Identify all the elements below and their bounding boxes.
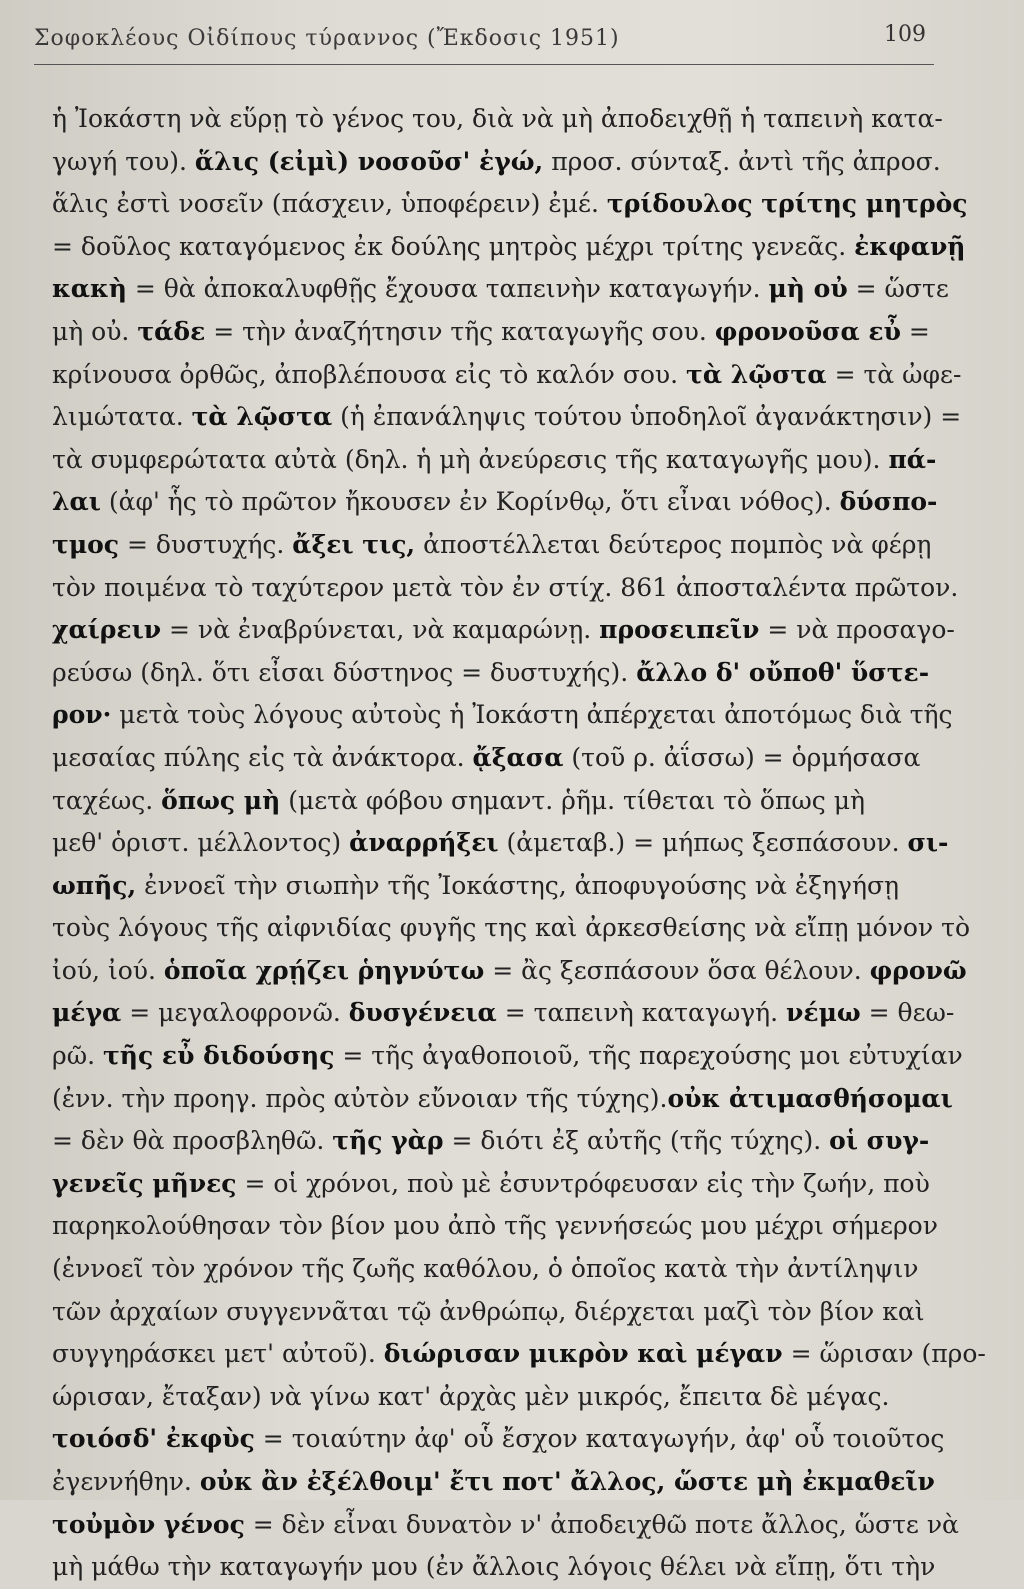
text-line	[52, 524, 936, 567]
text-line	[52, 1418, 945, 1461]
gloss-text: γωγή του).	[52, 146, 195, 176]
text-line	[52, 1546, 936, 1589]
lemma-term: τμος	[52, 529, 120, 559]
gloss-text: τὸν ποιμένα τὸ ταχύτερον μετὰ τὸν ἐν στίχ. 861 ἀποσταλέντα πρῶτον.	[52, 572, 959, 602]
gloss-text: = τῆς ἀγαθοποιοῦ, τῆς παρεχούσης μοι εὐτυχίαν	[334, 1041, 963, 1071]
text-line	[52, 396, 962, 439]
lemma-term: προσειπεῖν	[599, 615, 760, 645]
text-line	[52, 1461, 936, 1504]
gloss-text: (ἡ ἐπανάληψις τούτου ὑποδηλοῖ ἀγανάκτησιν) =	[332, 402, 962, 432]
lemma-term: τάδε	[137, 316, 206, 346]
gloss-text: μεθ' ὁριστ. μέλλοντος)	[52, 828, 350, 858]
lemma-term: κακὴ	[52, 274, 127, 304]
text-line	[52, 311, 936, 354]
gloss-text: = νὰ προσαγο-	[759, 615, 955, 645]
gloss-text: ἐννοεῖ τὴν σιωπὴν τῆς Ἰοκάστης, ἀποφυγούσης νὰ ἐξηγήσῃ	[136, 870, 899, 900]
gloss-text: ρεύσω (δηλ. ὅτι εἶσαι δύστηνος = δυστυχής).	[52, 657, 637, 687]
lemma-term: φρονοῦσα εὖ	[714, 316, 901, 346]
gloss-text: = δοῦλος καταγόμενος ἐκ δούλης μητρὸς μέχρι τρίτης γενεᾶς.	[52, 231, 855, 261]
lemma-term: ἅλις (εἰμὶ) νοσοῦσ' ἐγώ,	[194, 146, 544, 176]
lemma-term: δύσπο-	[839, 487, 938, 517]
text-line	[52, 1205, 936, 1248]
gloss-text: (ἐνν. τὴν προηγ. πρὸς αὐτὸν εὔνοιαν τῆς τύχης).	[52, 1083, 668, 1113]
lemma-term: δυσγένεια	[348, 998, 497, 1028]
gloss-text: ἅλις ἐστὶ νοσεῖν (πάσχειν, ὑποφέρειν) ἐμέ.	[52, 189, 607, 219]
text-line	[52, 1376, 936, 1419]
text-line	[52, 907, 971, 950]
page-number: 109	[884, 22, 926, 47]
gloss-text: = μεγαλοφρονῶ.	[121, 998, 349, 1028]
gloss-text: = δὲν εἶναι δυνατὸν ν' ἀποδειχθῶ ποτε ἄλλος, ὥστε νὰ	[244, 1509, 959, 1539]
text-line	[52, 1248, 936, 1291]
commentary-text	[52, 98, 986, 1589]
lemma-term: τὰ λῷστα	[191, 402, 333, 432]
gloss-text: μὴ μάθω τὴν καταγωγήν μου (ἐν ἄλλοις λόγοις θέλει νὰ εἴπῃ, ὅτι τὴν	[52, 1552, 936, 1582]
lemma-term: τῆς γὰρ	[332, 1126, 444, 1156]
gloss-text: (ἐννοεῖ τὸν χρόνον τῆς ζωῆς καθόλου, ὁ ὁποῖος κατὰ τὴν ἀντίληψιν	[52, 1254, 919, 1284]
lemma-term: ᾄξασα	[472, 742, 564, 772]
lemma-term: τοὐμὸν γένος	[52, 1509, 245, 1539]
running-title: Σοφοκλέους Οἰδίπους τύραννος (Ἔκδοσις 1951)	[34, 26, 620, 51]
text-line	[52, 98, 943, 141]
lemma-term: λαι	[52, 487, 101, 517]
gloss-text: = ταπεινὴ καταγωγή.	[496, 998, 787, 1028]
text-line	[52, 950, 967, 993]
gloss-text: = οἱ χρόνοι, ποὺ μὲ ἐσυντρόφευσαν εἰς τὴν ζωήν, ποὺ	[236, 1168, 930, 1198]
lemma-term: σι-	[907, 828, 949, 858]
lemma-term: πά-	[888, 444, 937, 474]
lemma-term: οὐκ ἂν ἐξέλθοιμ' ἔτι ποτ' ἄλλος, ὥστε μὴ ἐκμαθεῖν	[199, 1467, 935, 1496]
lemma-term: τὰ λῷστα	[686, 359, 827, 389]
gloss-text: ἀποστέλλεται δεύτερος πομπὸς νὰ φέρῃ	[415, 529, 932, 559]
gloss-text: = δὲν θὰ προσβληθῶ.	[52, 1126, 333, 1156]
text-line	[52, 567, 959, 610]
lemma-term: μὴ οὐ	[768, 274, 848, 304]
text-line	[52, 439, 936, 482]
lemma-term: ἀναρρήξει	[349, 828, 499, 858]
lemma-term: οὐκ ἀτιμασθήσομαι	[667, 1083, 953, 1113]
lemma-term: ἐκφανῇ	[854, 231, 966, 261]
gloss-text: ρῶ.	[52, 1041, 103, 1071]
lemma-term: τῆς εὖ διδούσης	[102, 1041, 335, 1071]
text-line	[52, 1333, 986, 1376]
text-line	[52, 1078, 953, 1121]
lemma-term: χαίρειν	[52, 615, 162, 645]
text-line	[52, 354, 962, 397]
gloss-text: μεσαίας πύλης εἰς τὰ ἀνάκτορα.	[52, 742, 473, 772]
text-line	[52, 481, 936, 524]
gloss-text: ἰού, ἰού.	[52, 955, 164, 985]
gloss-text: ἐγεννήθην.	[52, 1467, 200, 1496]
lemma-term: ἄξει τις,	[292, 529, 416, 559]
text-line	[52, 780, 936, 823]
text-line	[52, 694, 953, 737]
gloss-text: = θεω-	[860, 998, 955, 1028]
lemma-term: διώρισαν μικρὸν καὶ μέγαν	[383, 1339, 783, 1369]
lemma-term: ὁποῖα χρῄζει ῥηγνύτω	[163, 955, 485, 985]
gloss-text: = ὥρισαν (προ-	[782, 1339, 986, 1369]
lemma-term: φρονῶ	[869, 955, 967, 985]
lemma-term: ωπῆς,	[52, 870, 137, 900]
text-line	[52, 822, 949, 865]
gloss-text: (ἀμεταβ.) = μήπως ξεσπάσουν.	[498, 828, 908, 858]
gloss-text: ἡ Ἰοκάστη νὰ εὕρῃ τὸ γένος του, διὰ νὰ μὴ ἀποδειχθῇ ἡ ταπεινὴ κατα-	[52, 104, 943, 133]
gloss-text: τοὺς λόγους τῆς αἰφνιδίας φυγῆς της καὶ ἀρκεσθείσης νὰ εἴπῃ μόνον τὸ	[52, 913, 971, 943]
gloss-text: = νὰ ἐναβρύνεται, νὰ καμαρώνῃ.	[161, 615, 600, 645]
gloss-text: συγγηράσκει μετ' αὐτοῦ).	[52, 1339, 384, 1369]
gloss-text: (τοῦ ρ. ἀΐσσω) = ὁρμήσασα	[563, 742, 921, 772]
text-line	[52, 1291, 936, 1334]
text-line	[52, 609, 955, 652]
text-line	[52, 992, 955, 1035]
text-line	[52, 1163, 936, 1206]
text-line	[52, 268, 949, 311]
text-line	[52, 1035, 963, 1078]
lemma-term: τοιόσδ' ἐκφὺς	[52, 1424, 255, 1454]
lemma-term: τρίδουλος τρίτης μητρὸς	[606, 189, 968, 219]
header-rule	[34, 64, 934, 65]
gloss-text: = δυστυχής.	[119, 529, 293, 559]
gloss-text: τῶν ἀρχαίων συγγεννᾶται τῷ ἀνθρώπῳ, διέρχεται μαζὶ τὸν βίον καὶ	[52, 1296, 925, 1326]
gloss-text: = τὴν ἀναζήτησιν τῆς καταγωγῆς σου.	[205, 316, 715, 346]
text-line	[52, 865, 936, 908]
gloss-text: τὰ συμφερώτατα αὐτὰ (δηλ. ἡ μὴ ἀνεύρεσις τῆς καταγωγῆς μου).	[52, 444, 889, 474]
text-line	[52, 1120, 936, 1163]
lemma-term: νέμω	[786, 998, 861, 1028]
gloss-text: = θὰ ἀποκαλυφθῇς ἔχουσα ταπεινὴν καταγωγήν.	[126, 274, 769, 304]
gloss-text: (ἀφ' ἧς τὸ πρῶτον ἤκουσεν ἐν Κορίνθῳ, ὅτι εἶναι νόθος).	[100, 487, 840, 517]
text-line	[52, 141, 941, 184]
gloss-text: = ὥστε	[847, 274, 949, 304]
gloss-text: ώρισαν, ἔταξαν) νὰ γίνω κατ' ἀρχὰς μὲν μικρός, ἔπειτα δὲ μέγας.	[52, 1381, 890, 1411]
lemma-term: οἱ συγ-	[829, 1126, 930, 1156]
gloss-text: λιμώτατα.	[52, 402, 192, 432]
lemma-term: μέγα	[52, 998, 122, 1028]
lemma-term: γενεῖς μῆνες	[52, 1168, 237, 1198]
gloss-text: παρηκολούθησαν τὸν βίον μου ἀπὸ τῆς γεννήσεώς μου μέχρι σήμερον	[52, 1211, 938, 1241]
gloss-text: μὴ οὐ.	[52, 316, 138, 346]
text-line	[52, 652, 936, 695]
text-line	[52, 183, 968, 226]
gloss-text: (μετὰ φόβου σημαντ. ῥῆμ. τίθεται τὸ ὅπως μὴ	[280, 785, 865, 815]
gloss-text: ταχέως.	[52, 785, 162, 815]
gloss-text: = τὰ ὠφε-	[826, 359, 962, 389]
text-line	[52, 737, 936, 780]
gloss-text: = ἂς ξεσπάσουν ὅσα θέλουν.	[484, 955, 870, 985]
gloss-text: προσ. σύνταξ. ἀντὶ τῆς ἀπροσ.	[543, 146, 941, 176]
lemma-term: ὅπως μὴ	[161, 785, 281, 815]
text-line	[52, 226, 966, 269]
lemma-term: ρον·	[52, 700, 112, 730]
gloss-text: =	[900, 316, 930, 346]
gloss-text: μετὰ τοὺς λόγους αὐτοὺς ἡ Ἰοκάστη ἀπέρχεται ἀποτόμως διὰ τῆς	[111, 700, 953, 730]
lemma-term: ἄλλο δ' οὔποθ' ὕστε-	[636, 657, 930, 687]
gloss-text: = διότι ἐξ αὐτῆς (τῆς τύχης).	[443, 1126, 830, 1156]
gloss-text: κρίνουσα ὀρθῶς, ἀποβλέπουσα εἰς τὸ καλόν σου.	[52, 359, 687, 389]
text-line	[52, 1504, 959, 1547]
gloss-text: = τοιαύτην ἀφ' οὗ ἔσχον καταγωγήν, ἀφ' οὗ τοιοῦτος	[254, 1424, 945, 1454]
